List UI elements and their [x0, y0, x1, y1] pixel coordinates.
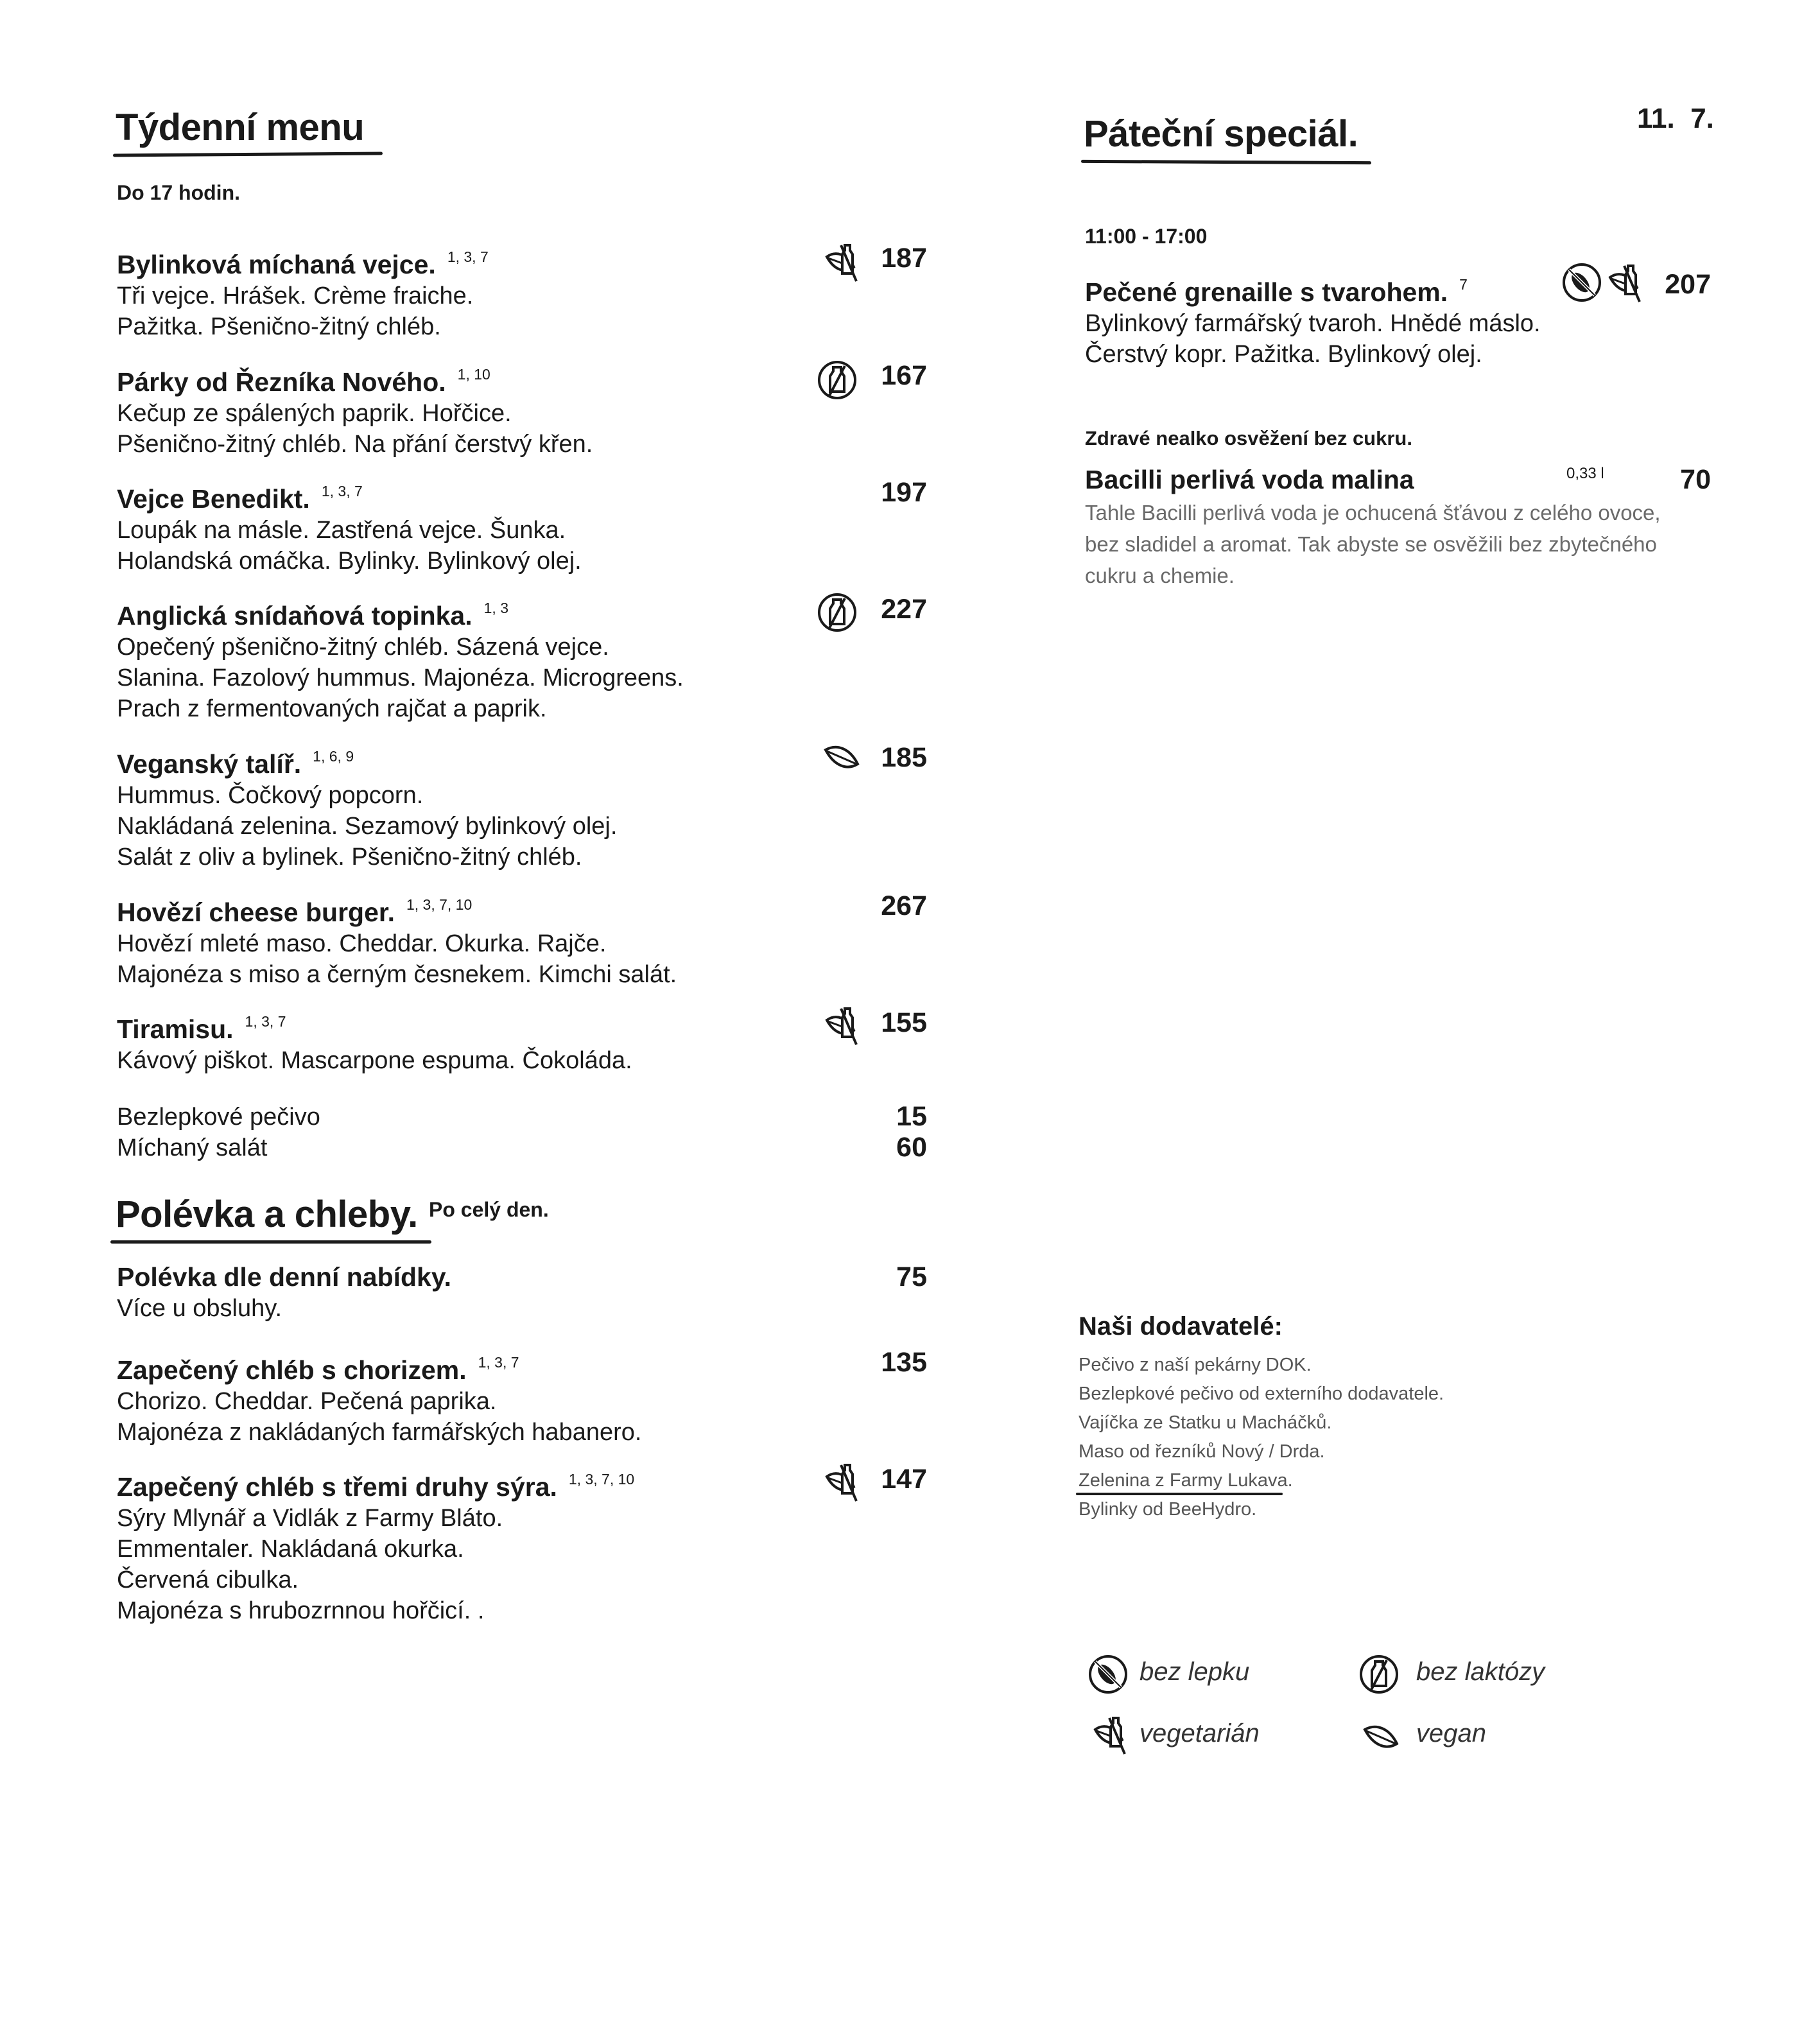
item-allergens: 1, 6, 9 [313, 748, 354, 765]
item-allergens: 1, 3, 7 [478, 1354, 519, 1371]
item-desc: Majonéza s hrubozrnnou hořčicí. . [117, 1597, 485, 1624]
supplier-underline [1076, 1493, 1283, 1495]
side-price: 15 [896, 1101, 927, 1132]
vegetarian-icon [1090, 1715, 1131, 1757]
item-price: 75 [896, 1262, 927, 1292]
soup-section-time: Po celý den. [429, 1198, 549, 1221]
item-price: 187 [881, 243, 927, 273]
gluten-free-icon [1088, 1654, 1129, 1695]
item-desc: Hummus. Čočkový popcorn. [117, 782, 424, 809]
menu-item [117, 1261, 932, 1324]
gluten-free-icon [1561, 262, 1602, 303]
drink-name: Bacilli perlivá voda malina [1085, 465, 1414, 494]
supplier-line: Zelenina z Farmy Lukava. [1079, 1470, 1293, 1491]
item-desc: Červená cibulka. [117, 1566, 299, 1593]
item-desc: Tři vejce. Hrášek. Crème fraiche. [117, 282, 474, 309]
item-price: 267 [881, 890, 927, 921]
menu-item [117, 592, 932, 724]
item-price: 185 [881, 742, 927, 773]
menu-date: 11. 7. [1637, 103, 1714, 134]
item-allergens: 1, 3, 7 [321, 483, 363, 499]
item-allergens: 1, 10 [457, 366, 490, 383]
item-price: 135 [881, 1347, 927, 1378]
drink-desc-line: cukru a chemie. [1085, 564, 1235, 587]
item-name: Pečené grenaille s tvarohem. [1085, 277, 1448, 307]
item-desc: Prach z fermentovaných rajčat a paprik. [117, 695, 547, 722]
item-desc: Nakládaná zelenina. Sezamový bylinkový olej. [117, 813, 618, 840]
supplier-line: Bylinky od BeeHydro. [1079, 1499, 1257, 1520]
item-allergens: 1, 3 [483, 600, 508, 616]
item-name: Bylinková míchaná vejce. [117, 250, 436, 279]
item-name: Párky od Řezníka Nového. [117, 367, 446, 397]
item-desc: Více u obsluhy. [117, 1295, 282, 1322]
item-allergens: 1, 3, 7, 10 [568, 1471, 635, 1488]
item-price: 197 [881, 477, 927, 508]
drink-desc-line: bez sladidel a aromat. Tak abyste se osvěžili bez zbytečného [1085, 532, 1657, 556]
supplier-line: Vajíčka ze Statku u Macháčků. [1079, 1412, 1332, 1433]
item-desc: Opečený pšenično-žitný chléb. Sázená vejce. [117, 634, 609, 661]
menu-item [1085, 268, 1586, 370]
suppliers-title: Naši dodavatelé: [1079, 1312, 1283, 1341]
title-underline [110, 1240, 431, 1244]
drink-description [1085, 497, 1661, 591]
item-desc: Čerstvý kopr. Pažitka. Bylinkový olej. [1085, 341, 1482, 368]
title-underline [1081, 160, 1371, 164]
item-price: 155 [881, 1007, 927, 1038]
supplier-line: Pečivo z naší pekárny DOK. [1079, 1355, 1312, 1375]
item-desc: Chorizo. Cheddar. Pečená paprika. [117, 1388, 497, 1415]
item-name: Veganský talíř. [117, 749, 302, 779]
menu-item [117, 740, 932, 872]
item-name: Hovězí cheese burger. [117, 898, 395, 927]
item-name: Zapečený chléb s chorizem. [117, 1355, 467, 1385]
drink-volume: 0,33 l [1566, 465, 1604, 482]
menu-item [117, 1463, 932, 1626]
drink-section-heading: Zdravé nealko osvěžení bez cukru. [1085, 427, 1412, 449]
item-desc: Bylinkový farmářský tvaroh. Hnědé máslo. [1085, 310, 1541, 337]
item-allergens: 1, 3, 7, 10 [406, 896, 472, 913]
weekly-menu-title: Týdenní menu [116, 107, 365, 148]
drink-price: 70 [1680, 464, 1711, 495]
drink-desc-line: Tahle Bacilli perlivá voda je ochucená šťávou z celého ovoce, [1085, 501, 1661, 525]
menu-item [117, 475, 932, 577]
item-desc: Kávový piškot. Mascarpone espuma. Čokoláda. [117, 1047, 632, 1074]
item-price: 167 [881, 360, 927, 391]
menu-item [117, 358, 932, 460]
menu-item [117, 889, 932, 990]
legend-gluten-free: bez lepku [1140, 1658, 1250, 1686]
legend-vegetarian: vegetarián [1140, 1719, 1260, 1748]
item-allergens: 1, 3, 7 [245, 1013, 286, 1030]
item-price: 207 [1665, 269, 1711, 300]
soup-section-title: Polévka a chleby. [116, 1193, 418, 1235]
legend-vegan: vegan [1416, 1719, 1486, 1748]
weekly-menu-time: Do 17 hodin. [117, 181, 240, 204]
item-desc: Pšenično-žitný chléb. Na přání čerstvý křen. [117, 431, 593, 458]
item-name: Vejce Benedikt. [117, 484, 310, 514]
item-desc: Loupák na másle. Zastřená vejce. Šunka. [117, 517, 566, 544]
item-desc: Emmentaler. Nakládaná okurka. [117, 1536, 464, 1563]
item-desc: Majonéza s miso a černým česnekem. Kimchi salát. [117, 961, 677, 988]
friday-special-time: 11:00 - 17:00 [1085, 225, 1208, 248]
item-desc: Majonéza z nakládaných farmářských habanero. [117, 1419, 642, 1446]
item-desc: Pažitka. Pšenično-žitný chléb. [117, 313, 441, 340]
item-desc: Salát z oliv a bylinek. Pšenično-žitný chléb. [117, 844, 582, 871]
item-desc: Slanina. Fazolový hummus. Majonéza. Microgreens. [117, 664, 684, 691]
item-name: Polévka dle denní nabídky. [117, 1262, 452, 1292]
vegan-icon [1361, 1718, 1402, 1759]
side-price: 60 [896, 1132, 927, 1163]
menu-item [117, 1346, 932, 1448]
side-name: Míchaný salát [117, 1134, 268, 1161]
item-allergens: 7 [1459, 276, 1468, 293]
supplier-line: Bezlepkové pečivo od externího dodavatele. [1079, 1384, 1444, 1404]
item-name: Zapečený chléb s třemi druhy sýra. [117, 1472, 557, 1502]
item-desc: Holandská omáčka. Bylinky. Bylinkový olej. [117, 548, 582, 575]
item-desc: Hovězí mleté maso. Cheddar. Okurka. Rajče. [117, 930, 607, 957]
menu-item [117, 1005, 932, 1076]
item-allergens: 1, 3, 7 [447, 248, 489, 265]
item-desc: Sýry Mlynář a Vidlák z Farmy Bláto. [117, 1505, 503, 1532]
menu-item [117, 241, 932, 342]
title-underline [113, 152, 383, 157]
item-price: 227 [881, 594, 927, 625]
item-desc: Kečup ze spálených paprik. Hořčice. [117, 400, 512, 427]
friday-special-title: Páteční speciál. [1084, 113, 1358, 155]
legend-lactose-free: bez laktózy [1416, 1658, 1545, 1686]
lactose-free-icon [1358, 1654, 1400, 1695]
item-name: Anglická snídaňová topinka. [117, 601, 472, 630]
suppliers-list [1079, 1351, 1444, 1524]
item-price: 147 [881, 1464, 927, 1495]
supplier-line: Maso od řezníků Nový / Drda. [1079, 1441, 1325, 1462]
item-name: Tiramisu. [117, 1014, 234, 1044]
side-name: Bezlepkové pečivo [117, 1104, 320, 1131]
